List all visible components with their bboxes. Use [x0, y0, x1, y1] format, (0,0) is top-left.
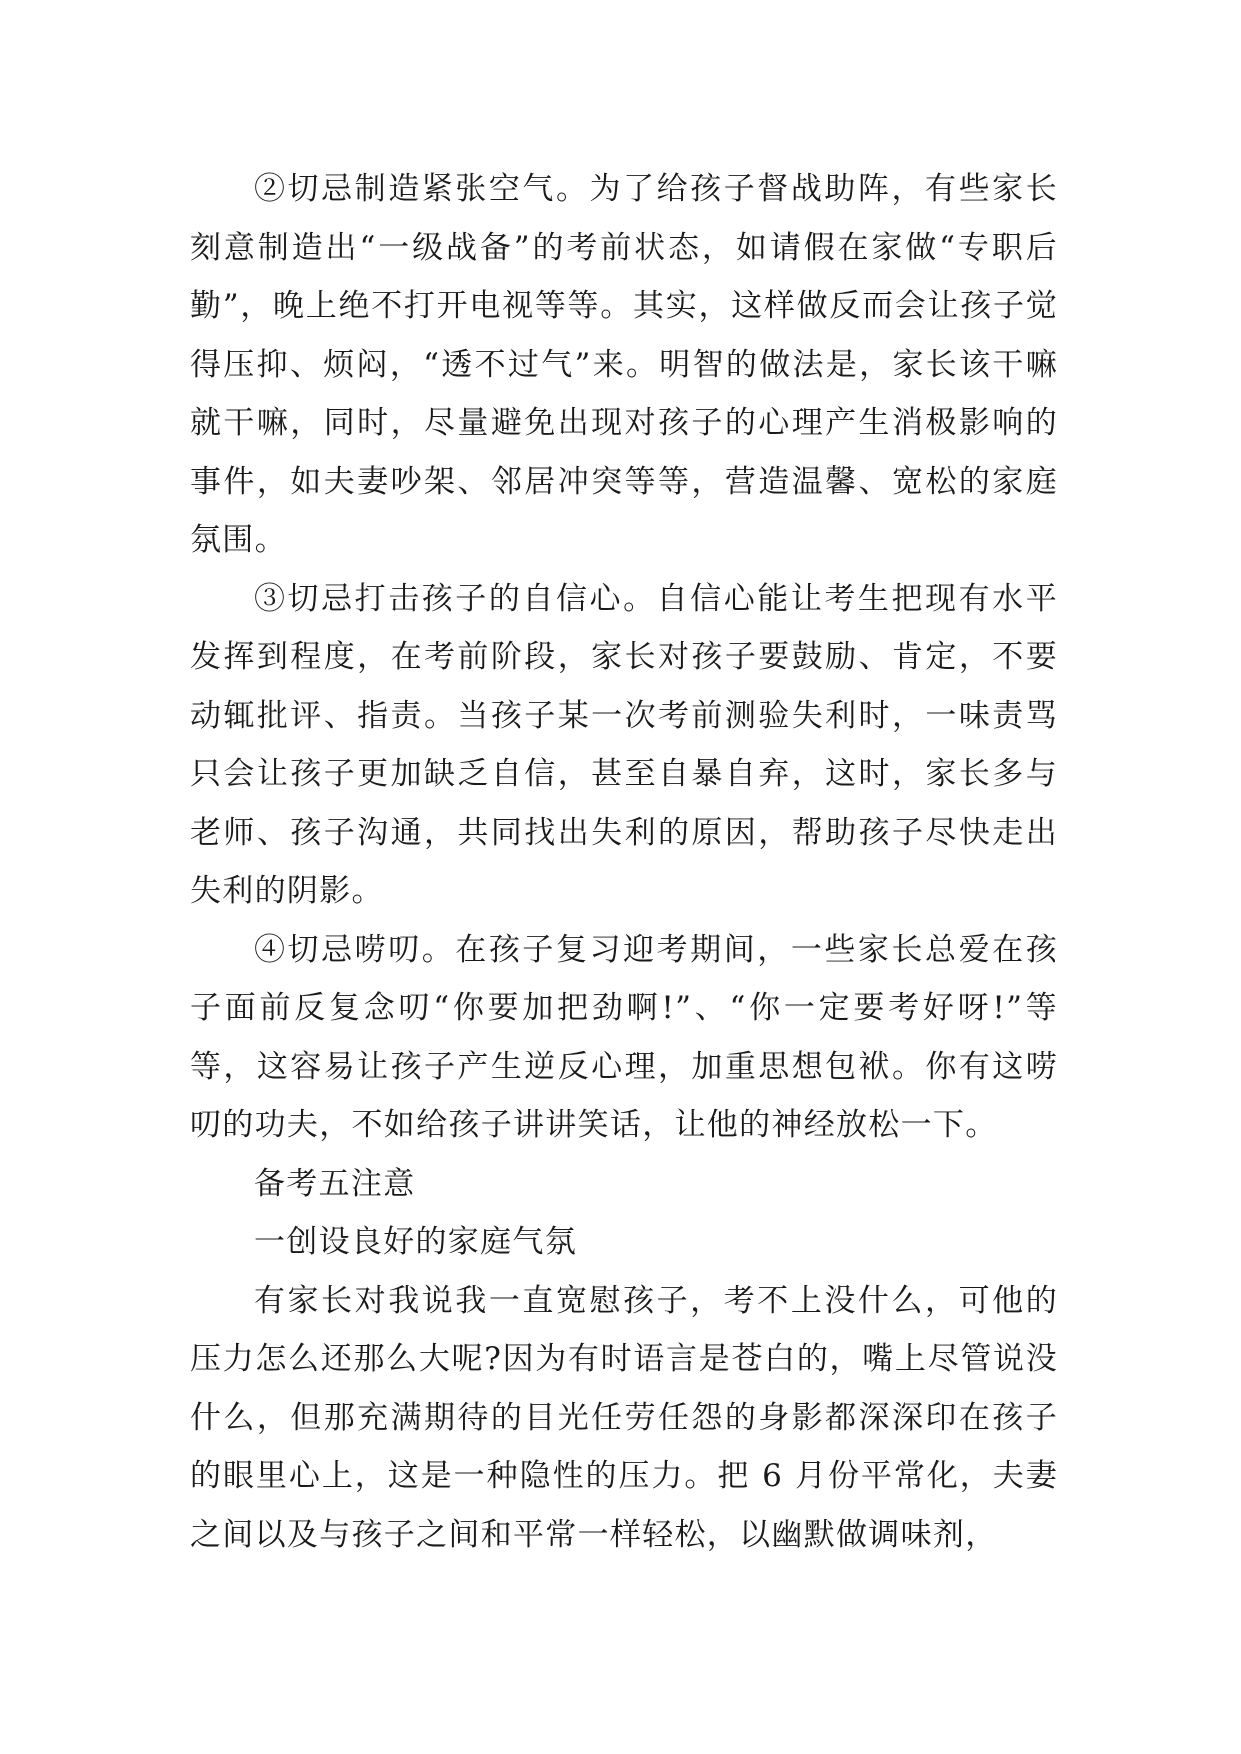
paragraph-tip-4: ④切忌唠叨。在孩子复习迎考期间，一些家长总爱在孩子面前反复念叨“你要加把劲啊!”、“你一定要考好呀!”等等，这容易让孩子产生逆反心理，加重思想包袱。你有这唠叨的功夫，不如给孩子讲讲笑话，让他的神经放松一下。: [190, 931, 1058, 1143]
document-body: [190, 160, 1058, 1564]
paragraph-family-atmosphere: 有家长对我说我一直宽慰孩子，考不上没什么，可他的压力怎么还那么大呢?因为有时语言是苍白的，嘴上尽管说没什么，但那充满期待的目光任劳任怨的身影都深深印在孩子的眼里心上，这是一种隐性的压力。把 6 月份平常化，夫妻之间以及与孩子之间和平常一样轻松，以幽默做调味剂，: [190, 1282, 1058, 1553]
section-title: 备考五注意: [254, 1165, 416, 1202]
subsection-title: 一创设良好的家庭气氛: [254, 1224, 577, 1260]
paragraph-tip-3: ③切忌打击孩子的自信心。自信心能让考生把现有水平发挥到程度，在考前阶段，家长对孩子要鼓励、肯定，不要动辄批评、指责。当孩子某一次考前测验失利时，一味责骂只会让孩子更加缺乏自信，甚至自暴自弃，这时，家长多与老师、孩子沟通，共同找出失利的原因，帮助孩子尽快走出失利的阴影。: [190, 580, 1058, 909]
paragraph-tip-2: ②切忌制造紧张空气。为了给孩子督战助阵，有些家长刻意制造出“一级战备”的考前状态，如请假在家做“专职后勤”，晚上绝不打开电视等等。其实，这样做反而会让孩子觉得压抑、烦闷，“透不过气”来。明智的做法是，家长该干嘛就干嘛，同时，尽量避免出现对孩子的心理产生消极影响的事件，如夫妻吵架、邻居冲突等等，营造温馨、宽松的家庭氛围。: [190, 171, 1058, 558]
